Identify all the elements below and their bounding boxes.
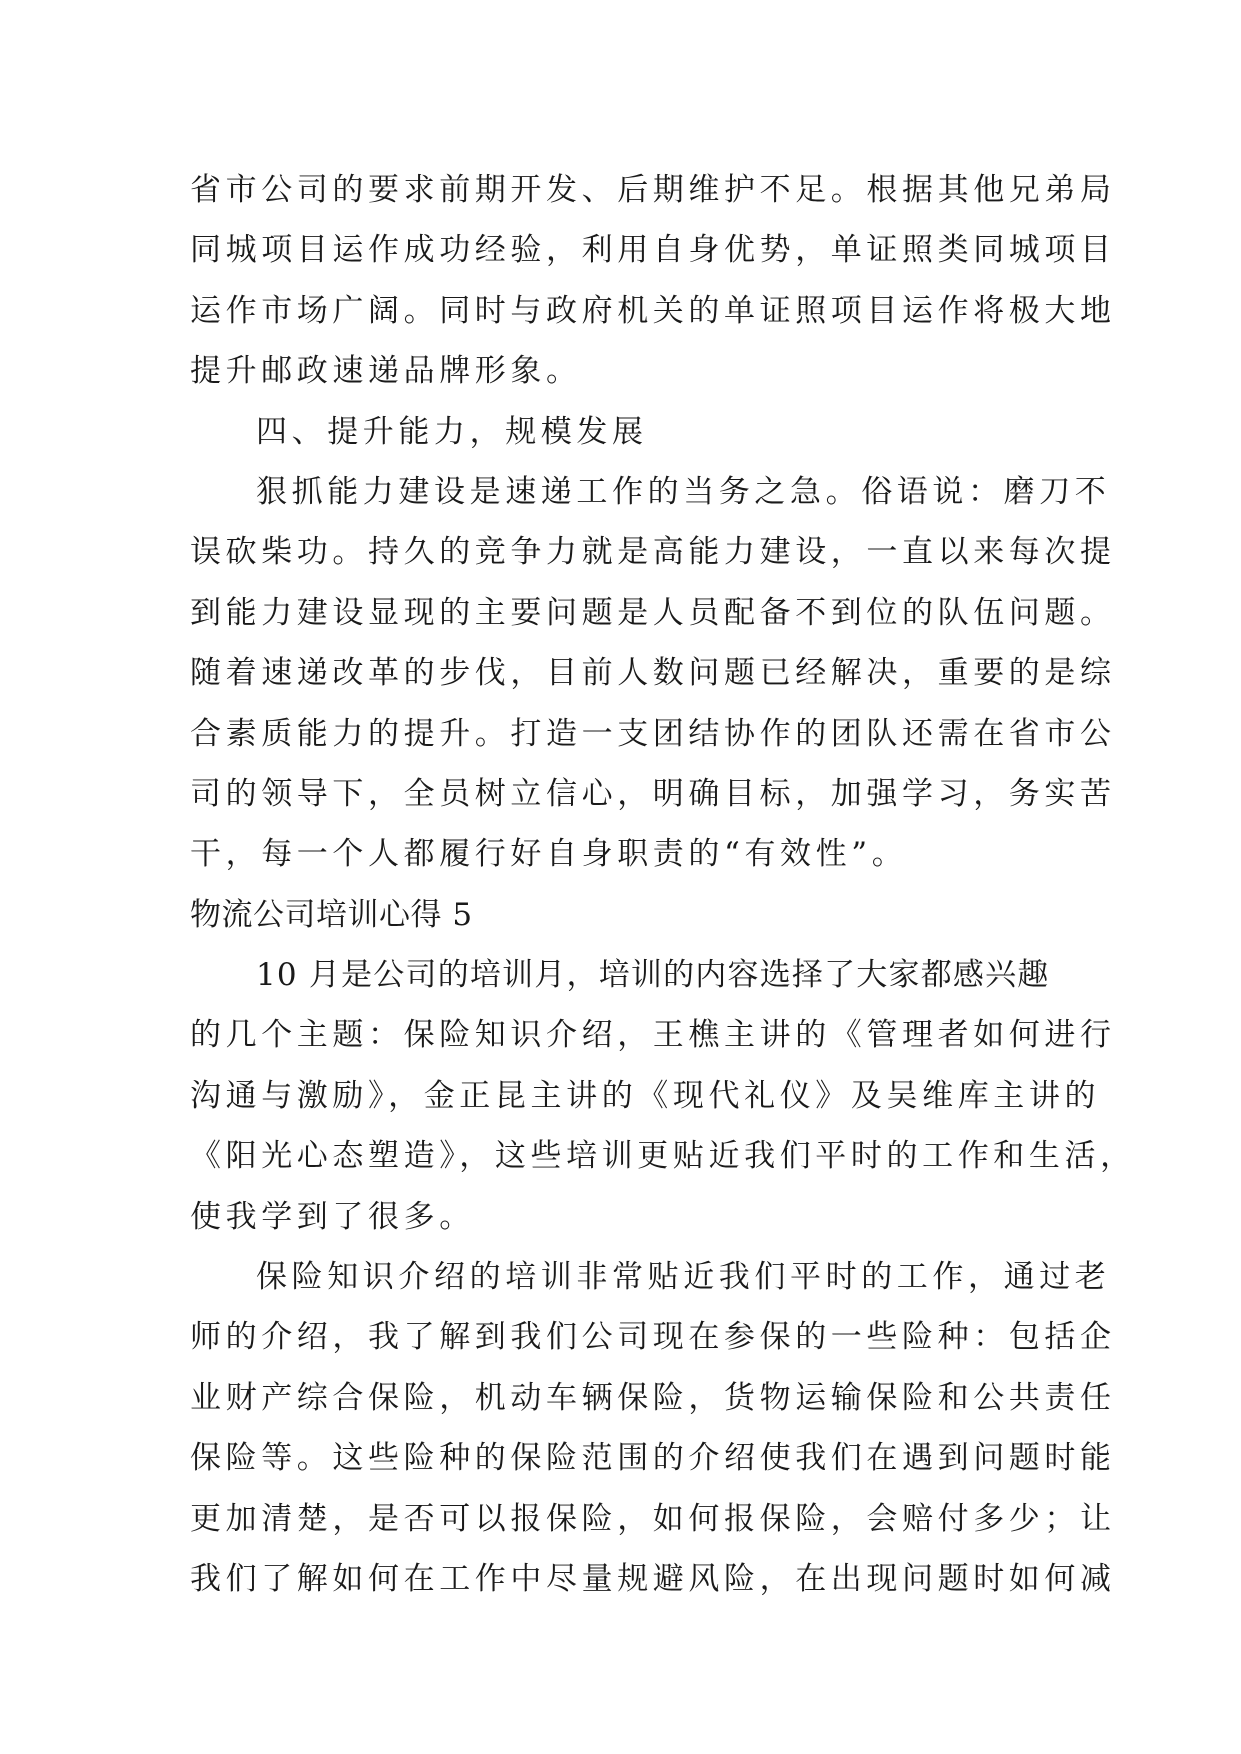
text-line: 沟通与激励》，金正昆主讲的《现代礼仪》及吴维库主讲的 — [190, 1077, 1101, 1114]
text-line: 我们了解如何在工作中尽量规避风险，在出现问题时如何减 — [190, 1560, 1116, 1597]
text-line: 误砍柴功。持久的竞争力就是高能力建设，一直以来每次提 — [190, 534, 1116, 571]
text-line: 保险知识介绍的培训非常贴近我们平时的工作，通过老 — [256, 1259, 1111, 1296]
text-line: 省市公司的要求前期开发、后期维护不足。根据其他兄弟局 — [190, 172, 1116, 208]
text-line: 保险等。这些险种的保险范围的介绍使我们在遇到问题时能 — [190, 1440, 1116, 1477]
text-line: 10 月是公司的培训月，培训的内容选择了大家都感兴趣 — [256, 957, 1050, 994]
text-line: 业财产综合保险，机动车辆保险，货物运输保险和公共责任 — [190, 1379, 1116, 1416]
text-line: 运作市场广阔。同时与政府机关的单证照项目运作将极大地 — [190, 292, 1116, 329]
text-line: 更加清楚，是否可以报保险，如何报保险，会赔付多少；让 — [190, 1500, 1116, 1537]
text-line: 《阳光心态塑造》，这些培训更贴近我们平时的工作和生活， — [190, 1138, 1136, 1175]
section-heading: 四、提升能力，规模发展 — [256, 413, 648, 450]
text-line: 同城项目运作成功经验，利用自身优势，单证照类同城项目 — [190, 232, 1116, 269]
text-line: 干，每一个人都履行好自身职责的“有效性”。 — [190, 836, 908, 873]
text-line: 的几个主题：保险知识介绍，王樵主讲的《管理者如何进行 — [190, 1017, 1116, 1054]
text-line: 狠抓能力建设是速递工作的当务之急。俗语说：磨刀不 — [256, 473, 1111, 510]
document-body — [190, 160, 1136, 1609]
text-line: 提升邮政速递品牌形象。 — [190, 353, 582, 390]
text-line: 到能力建设显现的主要问题是人员配备不到位的队伍问题。 — [190, 594, 1116, 631]
text-line: 随着速递改革的步伐，目前人数问题已经解决，重要的是综 — [190, 655, 1116, 692]
text-line: 合素质能力的提升。打造一支团结协作的团队还需在省市公 — [190, 715, 1116, 752]
text-line: 司的领导下，全员树立信心，明确目标，加强学习，务实苦 — [190, 775, 1116, 812]
text-line: 师的介绍，我了解到我们公司现在参保的一些险种：包括企 — [190, 1319, 1116, 1356]
article-title: 物流公司培训心得 5 — [190, 896, 473, 933]
text-line: 使我学到了很多。 — [190, 1198, 475, 1235]
